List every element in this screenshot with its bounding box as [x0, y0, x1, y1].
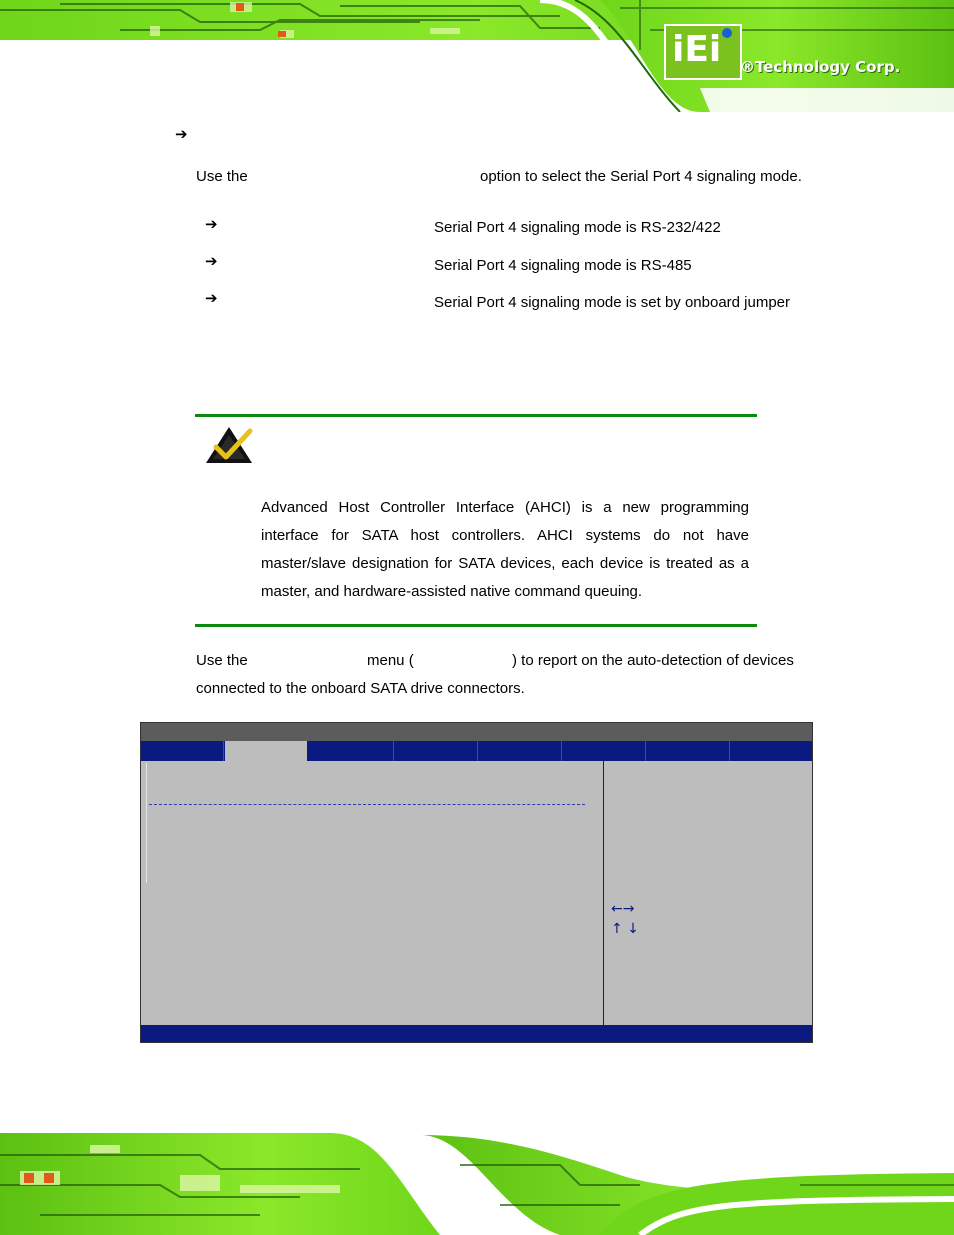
bios-screenshot [140, 722, 813, 1043]
bios-help-divider [603, 761, 604, 1025]
note-text: Advanced Host Controller Interface (AHCI) is a new programming interface for SATA host controllers. AHCI systems do not have master/slave designation for SATA devices, each device is treated as a master, and hardware-assisted native command queuing. [261, 499, 749, 600]
sata-intro-line2: connected to the onboard SATA drive connectors. [196, 680, 525, 697]
tab-separator [729, 741, 730, 761]
logo-dot-icon [722, 28, 732, 38]
bios-panel-edge [146, 763, 147, 883]
option-description: Serial Port 4 signaling mode is RS-232/422 [434, 219, 721, 236]
option-arrow-icon: ➔ [205, 252, 218, 270]
intro-suffix: option to select the Serial Port 4 signaling mode. [480, 168, 802, 185]
tab-separator [393, 741, 394, 761]
option-description: Serial Port 4 signaling mode is RS-485 [434, 257, 692, 274]
bios-tab-active[interactable] [225, 741, 307, 761]
circuit-board-header-image [0, 0, 954, 112]
tab-separator [561, 741, 562, 761]
bios-tab[interactable] [561, 741, 643, 761]
circuit-board-footer-image [0, 1125, 954, 1235]
bios-tab[interactable] [477, 741, 559, 761]
up-down-arrows-icon: ↑ ↓ [611, 921, 639, 937]
sata-intro-part2: menu ( [367, 652, 414, 669]
header-banner [0, 0, 954, 112]
option-bullet-icon: ➔ [175, 125, 188, 143]
option-arrow-icon: ➔ [205, 289, 218, 307]
option-description: Serial Port 4 signaling mode is set by onboard jumper [434, 294, 791, 311]
sata-intro-part1: Use the [196, 652, 248, 669]
check-warning-icon [204, 425, 254, 465]
tab-separator [645, 741, 646, 761]
tab-separator [477, 741, 478, 761]
iei-logo [664, 24, 742, 80]
logo-text: iEi [672, 29, 722, 70]
intro-prefix: Use the [196, 168, 248, 185]
left-right-arrows-icon: ←→ [611, 901, 635, 917]
brand-tagline: ®Technology Corp. [740, 58, 901, 76]
bios-tab[interactable] [309, 741, 391, 761]
bios-dashed-separator [149, 804, 585, 805]
bios-title-bar [141, 723, 812, 741]
bios-tab[interactable] [141, 741, 223, 761]
bios-tab[interactable] [393, 741, 475, 761]
tab-separator [223, 741, 224, 761]
note-bottom-rule [195, 624, 757, 627]
sata-intro-part3: ) to report on the auto-detection of devices [512, 652, 794, 669]
note-top-rule [195, 414, 757, 417]
bios-status-bar [141, 1025, 812, 1042]
footer-banner [0, 1125, 954, 1235]
option-arrow-icon: ➔ [205, 215, 218, 233]
